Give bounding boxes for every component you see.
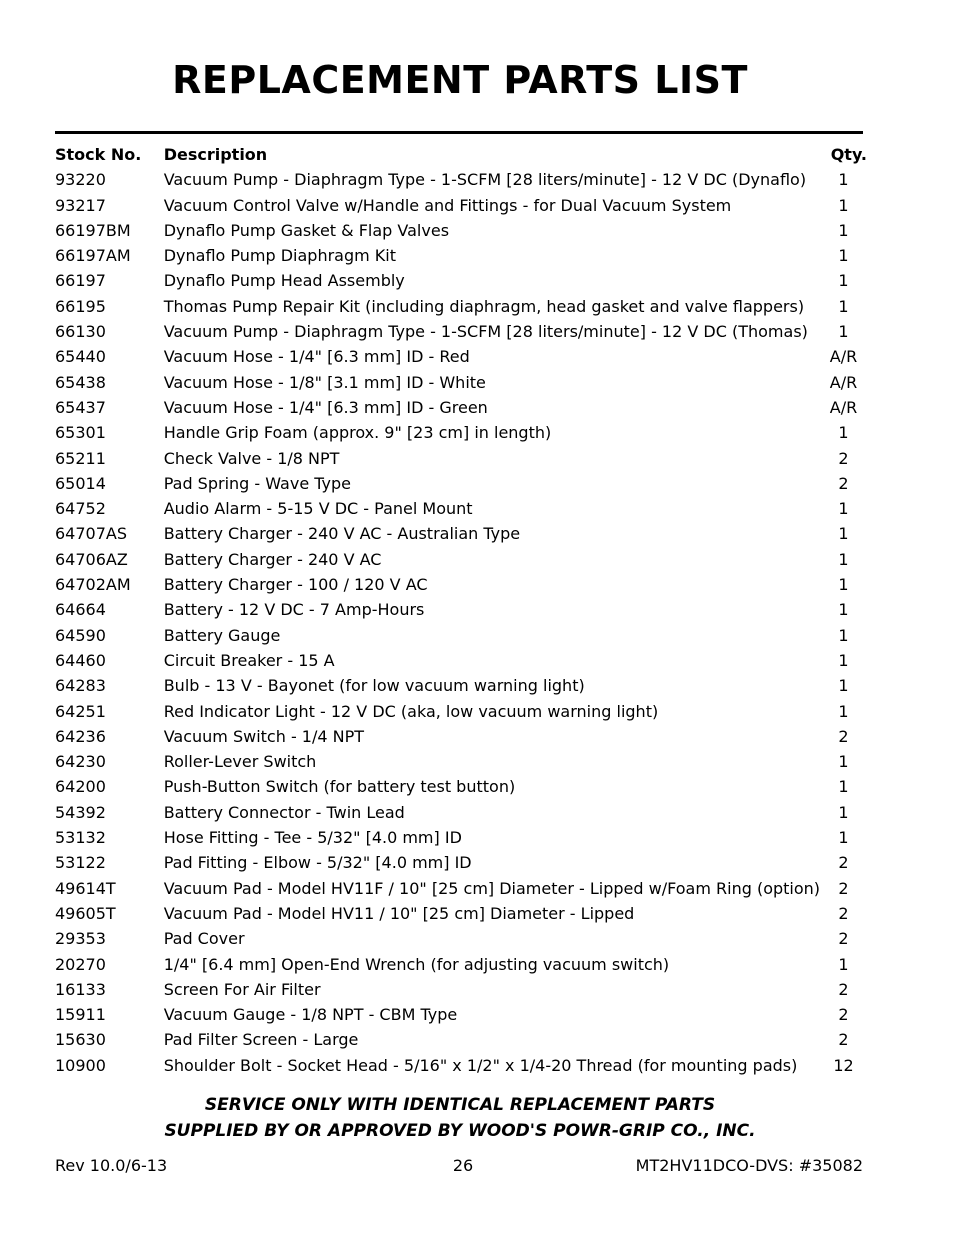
description-cell: Vacuum Hose - 1/8" [3.1 mm] ID - White bbox=[163, 372, 486, 392]
stock-number-cell: 64752 bbox=[55, 499, 106, 519]
header-rule bbox=[55, 131, 863, 134]
stock-number-cell: 29353 bbox=[55, 929, 106, 949]
quantity-cell: 2 bbox=[838, 448, 849, 468]
stock-number-cell: 64283 bbox=[55, 676, 106, 696]
table-row bbox=[55, 699, 867, 724]
table-row bbox=[55, 446, 867, 471]
table-row bbox=[55, 977, 867, 1002]
stock-number-cell: 93220 bbox=[55, 170, 106, 190]
table-row bbox=[55, 623, 867, 648]
description-cell: Battery - 12 V DC - 7 Amp-Hours bbox=[163, 600, 425, 620]
description-cell: Battery Connector - Twin Lead bbox=[163, 802, 405, 822]
description-cell: Hose Fitting - Tee - 5/32" [4.0 mm] ID bbox=[163, 828, 462, 848]
description-cell: Dynaflo Pump Diaphragm Kit bbox=[163, 246, 397, 266]
table-row bbox=[55, 344, 867, 369]
stock-number-cell: 49605T bbox=[55, 903, 116, 923]
quantity-cell: 1 bbox=[838, 625, 849, 645]
table-row bbox=[55, 597, 867, 622]
table-row bbox=[55, 218, 867, 243]
page-number: 26 bbox=[452, 1156, 474, 1175]
quantity-cell: A/R bbox=[829, 397, 858, 417]
description-cell: Thomas Pump Repair Kit (including diaphragm, head gasket and valve flappers) bbox=[163, 296, 805, 316]
description-cell: Battery Charger - 240 V AC bbox=[163, 549, 382, 569]
stock-number-cell: 64707AS bbox=[55, 524, 127, 544]
stock-number-cell: 65437 bbox=[55, 397, 106, 417]
table-row bbox=[55, 167, 867, 192]
stock-number-cell: 20270 bbox=[55, 954, 106, 974]
table-row bbox=[55, 749, 867, 774]
description-cell: Vacuum Pad - Model HV11F / 10" [25 cm] Diameter - Lipped w/Foam Ring (option) bbox=[163, 878, 821, 898]
quantity-cell: 2 bbox=[838, 853, 849, 873]
quantity-cell: 2 bbox=[838, 473, 849, 493]
description-cell: Red Indicator Light - 12 V DC (aka, low vacuum warning light) bbox=[163, 701, 659, 721]
description-cell: Vacuum Gauge - 1/8 NPT - CBM Type bbox=[163, 1005, 458, 1025]
stock-number-cell: 65211 bbox=[55, 448, 106, 468]
table-row bbox=[55, 774, 867, 799]
service-notice bbox=[0, 1092, 920, 1144]
description-cell: Battery Gauge bbox=[163, 625, 281, 645]
quantity-cell: 2 bbox=[838, 979, 849, 999]
quantity-cell: 2 bbox=[838, 726, 849, 746]
table-row bbox=[55, 800, 867, 825]
description-cell: Handle Grip Foam (approx. 9" [23 cm] in length) bbox=[163, 423, 552, 443]
stock-number-header: Stock No. bbox=[55, 145, 142, 164]
description-cell: 1/4" [6.4 mm] Open-End Wrench (for adjusting vacuum switch) bbox=[163, 954, 670, 974]
stock-number-cell: 53132 bbox=[55, 828, 106, 848]
table-row bbox=[55, 243, 867, 268]
quantity-cell: 1 bbox=[838, 802, 849, 822]
table-row bbox=[55, 521, 867, 546]
quantity-cell: 2 bbox=[838, 1030, 849, 1050]
quantity-cell: 1 bbox=[838, 246, 849, 266]
table-row bbox=[55, 876, 867, 901]
quantity-cell: 1 bbox=[838, 499, 849, 519]
quantity-cell: 1 bbox=[838, 954, 849, 974]
table-row bbox=[55, 193, 867, 218]
stock-number-cell: 64702AM bbox=[55, 575, 131, 595]
parts-table-body bbox=[55, 167, 867, 1078]
quantity-cell: 1 bbox=[838, 575, 849, 595]
description-cell: Circuit Breaker - 15 A bbox=[163, 650, 335, 670]
stock-number-cell: 65301 bbox=[55, 423, 106, 443]
description-cell: Bulb - 13 V - Bayonet (for low vacuum warning light) bbox=[163, 676, 585, 696]
notice-line-2: SUPPLIED BY OR APPROVED BY WOOD'S POWR-GRIP CO., INC. bbox=[164, 1121, 756, 1141]
quantity-cell: 2 bbox=[838, 903, 849, 923]
stock-number-cell: 66130 bbox=[55, 322, 106, 342]
stock-number-cell: 66197 bbox=[55, 271, 106, 291]
stock-number-cell: 65440 bbox=[55, 347, 106, 367]
stock-number-cell: 66195 bbox=[55, 296, 106, 316]
quantity-cell: 1 bbox=[838, 220, 849, 240]
quantity-header: Qty. bbox=[830, 145, 867, 164]
description-cell: Vacuum Pad - Model HV11 / 10" [25 cm] Diameter - Lipped bbox=[163, 903, 635, 923]
stock-number-cell: 65014 bbox=[55, 473, 106, 493]
quantity-cell: 1 bbox=[838, 170, 849, 190]
stock-number-cell: 54392 bbox=[55, 802, 106, 822]
stock-number-cell: 66197BM bbox=[55, 220, 131, 240]
description-cell: Battery Charger - 100 / 120 V AC bbox=[163, 575, 428, 595]
table-row bbox=[55, 673, 867, 698]
description-cell: Check Valve - 1/8 NPT bbox=[163, 448, 340, 468]
table-row bbox=[55, 268, 867, 293]
quantity-cell: 1 bbox=[838, 701, 849, 721]
description-cell: Pad Fitting - Elbow - 5/32" [4.0 mm] ID bbox=[163, 853, 472, 873]
quantity-cell: 1 bbox=[838, 195, 849, 215]
description-cell: Pad Cover bbox=[163, 929, 245, 949]
document-id: MT2HV11DCO-DVS: #35082 bbox=[635, 1156, 863, 1175]
quantity-cell: 1 bbox=[838, 752, 849, 772]
description-cell: Vacuum Hose - 1/4" [6.3 mm] ID - Green bbox=[163, 397, 488, 417]
table-row bbox=[55, 1002, 867, 1027]
quantity-cell: 1 bbox=[838, 600, 849, 620]
table-row bbox=[55, 572, 867, 597]
stock-number-cell: 64460 bbox=[55, 650, 106, 670]
stock-number-cell: 16133 bbox=[55, 979, 106, 999]
table-row bbox=[55, 471, 867, 496]
description-cell: Shoulder Bolt - Socket Head - 5/16" x 1/2" x 1/4-20 Thread (for mounting pads) bbox=[163, 1055, 798, 1075]
description-cell: Vacuum Control Valve w/Handle and Fittings - for Dual Vacuum System bbox=[163, 195, 732, 215]
stock-number-cell: 64200 bbox=[55, 777, 106, 797]
quantity-cell: 1 bbox=[838, 676, 849, 696]
table-row bbox=[55, 496, 867, 521]
table-row bbox=[55, 724, 867, 749]
quantity-cell: 1 bbox=[838, 650, 849, 670]
table-row bbox=[55, 319, 867, 344]
table-row bbox=[55, 420, 867, 445]
stock-number-cell: 64706AZ bbox=[55, 549, 128, 569]
description-cell: Battery Charger - 240 V AC - Australian Type bbox=[163, 524, 521, 544]
quantity-cell: 1 bbox=[838, 322, 849, 342]
table-row bbox=[55, 1053, 867, 1078]
quantity-cell: 1 bbox=[838, 549, 849, 569]
description-cell: Roller-Lever Switch bbox=[163, 752, 317, 772]
description-cell: Pad Filter Screen - Large bbox=[163, 1030, 359, 1050]
stock-number-cell: 53122 bbox=[55, 853, 106, 873]
quantity-cell: 2 bbox=[838, 929, 849, 949]
quantity-cell: 1 bbox=[838, 423, 849, 443]
description-cell: Vacuum Pump - Diaphragm Type - 1-SCFM [28 liters/minute] - 12 V DC (Dynaflo) bbox=[163, 170, 807, 190]
table-row bbox=[55, 370, 867, 395]
table-row bbox=[55, 952, 867, 977]
description-cell: Vacuum Switch - 1/4 NPT bbox=[163, 726, 365, 746]
quantity-cell: 1 bbox=[838, 828, 849, 848]
description-cell: Dynaflo Pump Gasket & Flap Valves bbox=[163, 220, 450, 240]
table-row bbox=[55, 294, 867, 319]
description-cell: Screen For Air Filter bbox=[163, 979, 321, 999]
table-row bbox=[55, 648, 867, 673]
description-cell: Pad Spring - Wave Type bbox=[163, 473, 352, 493]
stock-number-cell: 10900 bbox=[55, 1055, 106, 1075]
stock-number-cell: 15911 bbox=[55, 1005, 106, 1025]
stock-number-cell: 93217 bbox=[55, 195, 106, 215]
quantity-cell: 2 bbox=[838, 1005, 849, 1025]
table-row bbox=[55, 926, 867, 951]
table-row bbox=[55, 395, 867, 420]
description-header: Description bbox=[163, 145, 268, 164]
quantity-cell: 12 bbox=[833, 1055, 854, 1075]
quantity-cell: 1 bbox=[838, 524, 849, 544]
stock-number-cell: 64251 bbox=[55, 701, 106, 721]
stock-number-cell: 49614T bbox=[55, 878, 116, 898]
table-row bbox=[55, 1027, 867, 1052]
stock-number-cell: 15630 bbox=[55, 1030, 106, 1050]
table-row bbox=[55, 825, 867, 850]
quantity-cell: 2 bbox=[838, 878, 849, 898]
table-row bbox=[55, 901, 867, 926]
quantity-cell: 1 bbox=[838, 296, 849, 316]
table-row bbox=[55, 547, 867, 572]
notice-line-1: SERVICE ONLY WITH IDENTICAL REPLACEMENT PARTS bbox=[204, 1095, 716, 1115]
quantity-cell: A/R bbox=[829, 372, 858, 392]
description-cell: Audio Alarm - 5-15 V DC - Panel Mount bbox=[163, 499, 473, 519]
stock-number-cell: 66197AM bbox=[55, 246, 131, 266]
table-header-row bbox=[55, 142, 867, 167]
stock-number-cell: 64590 bbox=[55, 625, 106, 645]
description-cell: Vacuum Hose - 1/4" [6.3 mm] ID - Red bbox=[163, 347, 470, 367]
stock-number-cell: 64236 bbox=[55, 726, 106, 746]
quantity-cell: A/R bbox=[829, 347, 858, 367]
page-title: REPLACEMENT PARTS LIST bbox=[172, 58, 748, 102]
description-cell: Vacuum Pump - Diaphragm Type - 1-SCFM [28 liters/minute] - 12 V DC (Thomas) bbox=[163, 322, 808, 342]
revision-label: Rev 10.0/6-13 bbox=[55, 1156, 168, 1175]
description-cell: Dynaflo Pump Head Assembly bbox=[163, 271, 405, 291]
stock-number-cell: 65438 bbox=[55, 372, 106, 392]
stock-number-cell: 64230 bbox=[55, 752, 106, 772]
table-row bbox=[55, 850, 867, 875]
parts-table bbox=[55, 142, 867, 1078]
quantity-cell: 1 bbox=[838, 777, 849, 797]
stock-number-cell: 64664 bbox=[55, 600, 106, 620]
quantity-cell: 1 bbox=[838, 271, 849, 291]
description-cell: Push-Button Switch (for battery test button) bbox=[163, 777, 516, 797]
